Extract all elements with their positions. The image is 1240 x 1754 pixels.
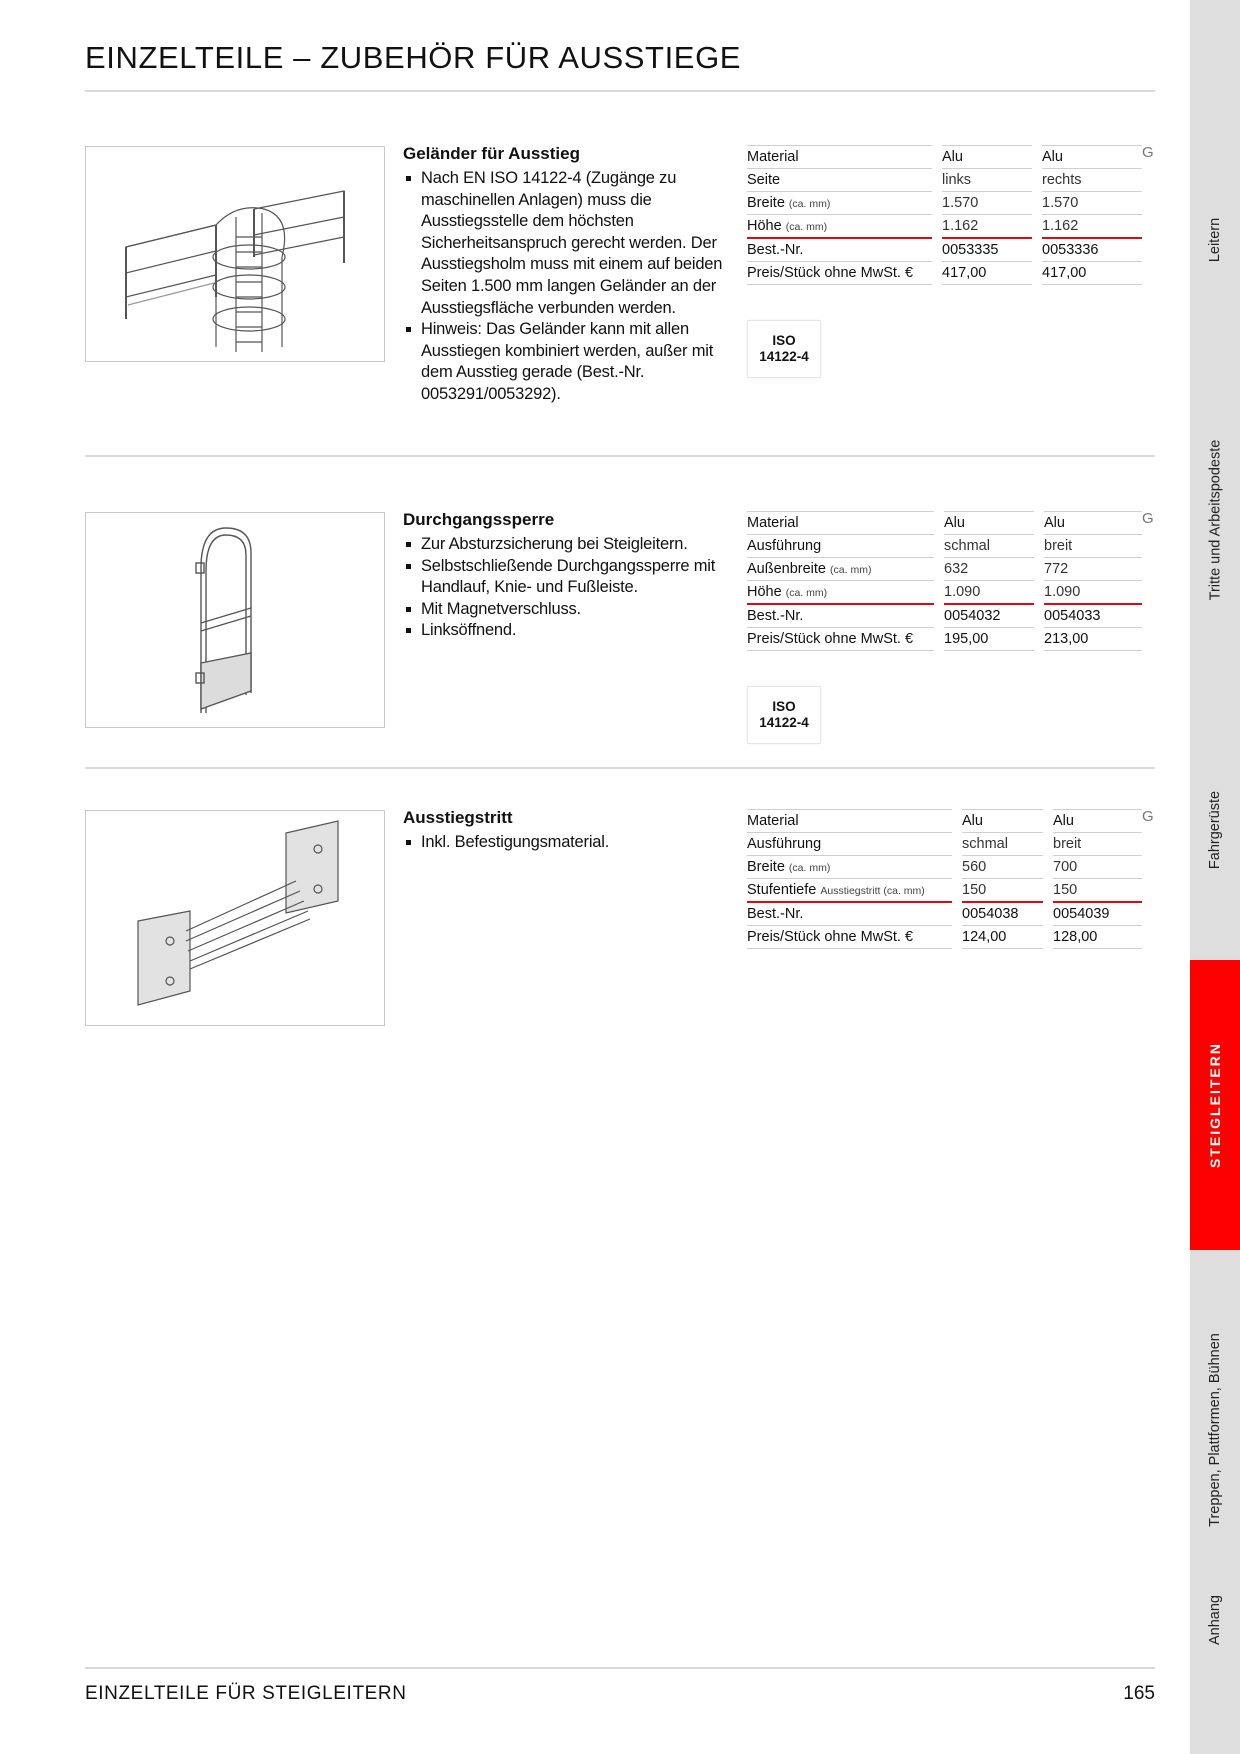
sidebar-tab-fahrgerueste[interactable] (1190, 740, 1240, 920)
spec-label: Material (747, 810, 952, 833)
spec-label: Best.-Nr. (747, 242, 804, 258)
spec-label: Preis/Stück ohne MwSt. € (747, 262, 932, 285)
railing-illustration (86, 147, 384, 361)
bullet-item: Linksöffnend. (403, 620, 738, 642)
product-title: Geländer für Ausstieg (403, 144, 580, 163)
sidebar-tab-label: STEIGLEITERN (1207, 1042, 1223, 1168)
spec-label: Best.-Nr. (747, 608, 804, 624)
header-divider (85, 90, 1155, 92)
spec-value: Alu (1053, 810, 1142, 833)
spec-value: Alu (944, 512, 1034, 535)
sidebar-tab-label: Anhang (1207, 1595, 1223, 1645)
spec-row-preis (747, 262, 1142, 285)
step-illustration (86, 811, 384, 1025)
spec-row-hoehe (747, 215, 1142, 239)
bullet-item: Hinweis: Das Geländer kann mit allen Ausstiegen kombiniert werden, außer mit dem Ausstieg gerade (Best.-Nr. 0053291/0053292). (403, 319, 738, 405)
spec-value: 700 (1053, 856, 1142, 879)
sidebar-tab-anhang[interactable] (1190, 1570, 1240, 1670)
product-description-durchgangssperre (403, 510, 738, 642)
spec-value: 195,00 (944, 628, 1034, 651)
spec-row-preis (747, 628, 1142, 651)
spec-label: Höhe (ca. mm) (747, 581, 934, 605)
spec-row-ausfuehrung (747, 833, 1142, 856)
spec-label: Ausführung (747, 535, 934, 558)
spec-value: 128,00 (1053, 926, 1142, 949)
spec-unit: (ca. mm) (788, 862, 831, 874)
spec-value: 0054038 (962, 906, 1019, 922)
spec-value: 0054032 (944, 608, 1001, 624)
spec-label: Material (747, 512, 934, 535)
spec-label: Ausführung (747, 833, 952, 856)
spec-unit: (ca. mm) (785, 587, 828, 599)
spec-row-material (747, 146, 1142, 169)
spec-label: Breite (ca. mm) (747, 856, 952, 879)
spec-table-gelaender (747, 145, 1142, 285)
sidebar-tab-leitern[interactable] (1190, 160, 1240, 320)
product-image-durchgangssperre (85, 512, 385, 728)
product-description-gelaender (403, 144, 738, 406)
spec-row-bestnr (747, 902, 1142, 926)
spec-label: Breite (ca. mm) (747, 192, 932, 215)
spec-value: Alu (1044, 512, 1142, 535)
spec-row-hoehe (747, 581, 1142, 605)
spec-value: 417,00 (1042, 262, 1142, 285)
spec-value: 1.162 (1042, 215, 1142, 239)
page-number: 165 (1123, 1683, 1155, 1704)
spec-label: Preis/Stück ohne MwSt. € (747, 628, 934, 651)
grade-label: G (1142, 510, 1154, 527)
spec-unit: (ca. mm) (830, 564, 872, 576)
spec-row-bestnr (747, 604, 1142, 628)
spec-value: 417,00 (942, 262, 1032, 285)
sidebar-tab-label: Leitern (1207, 217, 1223, 263)
spec-row-seite (747, 169, 1142, 192)
spec-label: Material (747, 146, 932, 169)
spec-value: 0054039 (1053, 906, 1110, 922)
chapter-sidebar (1190, 0, 1240, 1754)
spec-value: 213,00 (1044, 628, 1142, 651)
sidebar-tab-label: Tritte und Arbeitspodeste (1207, 439, 1224, 601)
bullet-list (403, 832, 738, 854)
product-title: Durchgangssperre (403, 510, 555, 529)
bullet-item: Zur Absturzsicherung bei Steigleitern. (403, 534, 738, 556)
grade-label: G (1142, 144, 1154, 161)
bullet-item: Nach EN ISO 14122-4 (Zugänge zu maschinellen Anlagen) muss die Ausstiegsstelle dem höchsten Sicherheitsanspruch gerecht werden. Der Ausstiegsholm muss mit einem auf beiden Seiten 1.500 mm langen Geländer an der Ausstiegsfläche verbunden werden. (403, 168, 738, 319)
product-description-ausstiegstritt (403, 808, 738, 854)
spec-value: links (942, 169, 1032, 192)
spec-unit: Ausstiegstritt (ca. mm) (820, 885, 925, 897)
product-image-ausstiegstritt (85, 810, 385, 1026)
sidebar-tab-tritte[interactable] (1190, 400, 1240, 640)
spec-value: 1.570 (1042, 192, 1142, 215)
spec-value: 0053335 (942, 242, 999, 258)
spec-unit: (ca. mm) (785, 221, 828, 233)
badge-line: ISO (772, 699, 796, 714)
spec-value: 772 (1044, 558, 1142, 581)
grade-label: G (1142, 808, 1154, 825)
spec-value: Alu (962, 810, 1043, 833)
spec-row-stufentiefe (747, 879, 1142, 903)
product-title: Ausstiegstritt (403, 808, 513, 827)
badge-line: 14122-4 (759, 349, 809, 364)
badge-line: ISO (772, 333, 796, 348)
iso-badge (747, 320, 821, 378)
sidebar-tab-label: Treppen, Plattformen, Bühnen (1207, 1333, 1223, 1527)
page-title: EINZELTEILE – ZUBEHÖR FÜR AUSSTIEGE (85, 40, 742, 75)
bullet-item: Inkl. Befestigungsmaterial. (403, 832, 738, 854)
spec-value: 560 (962, 856, 1043, 879)
spec-value: 0054033 (1044, 608, 1101, 624)
spec-value: Alu (942, 146, 1032, 169)
product-image-gelaender (85, 146, 385, 362)
spec-table-ausstiegstritt (747, 809, 1142, 949)
bullet-list (403, 534, 738, 642)
spec-row-breite (747, 192, 1142, 215)
spec-value: 124,00 (962, 926, 1043, 949)
spec-label: Außenbreite (ca. mm) (747, 558, 934, 581)
spec-label: Stufentiefe Ausstiegstritt (ca. mm) (747, 879, 952, 903)
sidebar-tab-steigleitern[interactable] (1190, 960, 1240, 1250)
spec-label: Seite (747, 169, 932, 192)
spec-unit: (ca. mm) (788, 198, 831, 210)
section-divider (85, 455, 1155, 457)
spec-value: 632 (944, 558, 1034, 581)
spec-value: 150 (1053, 879, 1142, 903)
spec-value: 1.090 (1044, 581, 1142, 605)
bullet-list (403, 168, 738, 406)
sidebar-tab-label: Fahrgerüste (1207, 790, 1223, 870)
spec-value: rechts (1042, 169, 1142, 192)
section-divider (85, 767, 1155, 769)
footer-section-title: EINZELTEILE FÜR STEIGLEITERN (85, 1683, 407, 1704)
spec-row-aussenbreite (747, 558, 1142, 581)
spec-row-preis (747, 926, 1142, 949)
spec-value: schmal (944, 535, 1034, 558)
spec-value: 150 (962, 879, 1043, 903)
footer-divider (85, 1667, 1155, 1669)
iso-badge (747, 686, 821, 744)
spec-value: 1.570 (942, 192, 1032, 215)
spec-value: breit (1044, 535, 1142, 558)
spec-label: Höhe (ca. mm) (747, 215, 932, 239)
spec-table-durchgangssperre (747, 511, 1142, 651)
spec-value: schmal (962, 833, 1043, 856)
spec-label: Preis/Stück ohne MwSt. € (747, 926, 952, 949)
spec-value: 1.090 (944, 581, 1034, 605)
sidebar-tab-treppen[interactable] (1190, 1280, 1240, 1580)
spec-row-material (747, 810, 1142, 833)
spec-row-material (747, 512, 1142, 535)
spec-value: Alu (1042, 146, 1142, 169)
spec-row-breite (747, 856, 1142, 879)
bullet-item: Selbstschließende Durchgangssperre mit Handlauf, Knie- und Fußleiste. (403, 556, 738, 599)
gate-illustration (86, 513, 384, 727)
spec-row-bestnr (747, 238, 1142, 262)
spec-label: Best.-Nr. (747, 906, 804, 922)
spec-value: 1.162 (942, 215, 1032, 239)
spec-value: breit (1053, 833, 1142, 856)
spec-value: 0053336 (1042, 242, 1099, 258)
spec-row-ausfuehrung (747, 535, 1142, 558)
bullet-item: Mit Magnetverschluss. (403, 599, 738, 621)
badge-line: 14122-4 (759, 715, 809, 730)
